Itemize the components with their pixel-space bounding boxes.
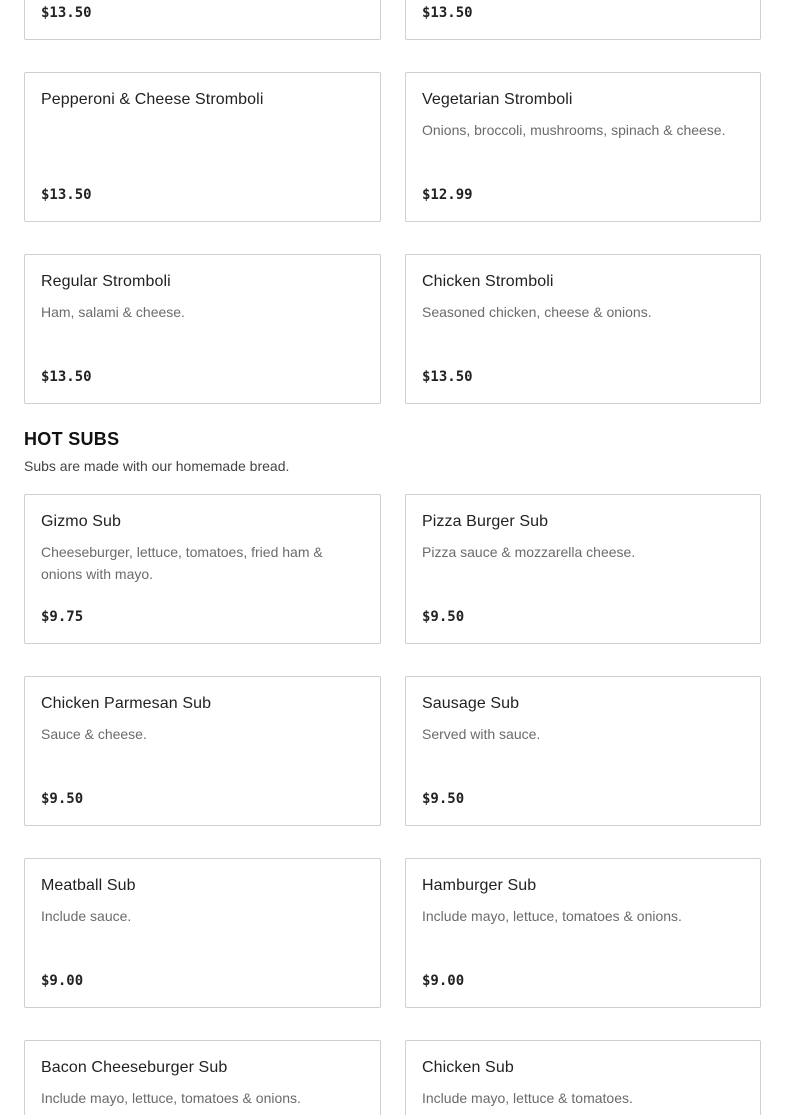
item-name: Hamburger Sub	[422, 877, 537, 894]
item-price: $13.50	[41, 187, 92, 203]
item-price: $9.50	[41, 791, 84, 807]
item-price: $12.99	[422, 187, 473, 203]
item-description: Seasoned chicken, cheese & onions.	[422, 304, 652, 320]
item-price: $9.50	[422, 609, 465, 625]
item-description: Ham, salami & cheese.	[41, 304, 185, 320]
item-price: $9.75	[41, 609, 84, 625]
item-price: $9.00	[41, 973, 84, 989]
section-title: HOT SUBS	[24, 429, 120, 449]
item-description: Served with sauce.	[422, 726, 541, 742]
menu-item-card[interactable]	[405, 676, 761, 826]
item-description: Cheeseburger, lettuce, tomatoes, fried ham & onions with mayo.	[41, 544, 323, 582]
item-name: Regular Stromboli	[41, 273, 171, 290]
menu-item-card[interactable]	[24, 676, 381, 826]
item-description: Include mayo, lettuce & tomatoes.	[422, 1090, 633, 1106]
item-name: Meatball Sub	[41, 877, 136, 894]
item-name: Bacon Cheeseburger Sub	[41, 1059, 228, 1076]
item-description: Sauce & cheese.	[41, 726, 147, 742]
item-name: Pizza Burger Sub	[422, 513, 549, 530]
item-description: Onions, broccoli, mushrooms, spinach & cheese.	[422, 122, 726, 138]
item-price: $13.50	[422, 369, 473, 385]
item-name: Gizmo Sub	[41, 513, 122, 530]
menu-item-card[interactable]	[405, 254, 761, 404]
item-name: Chicken Parmesan Sub	[41, 695, 212, 712]
item-name: Pepperoni & Cheese Stromboli	[41, 91, 264, 108]
section-subtitle: Subs are made with our homemade bread.	[24, 458, 290, 474]
item-name: Chicken Sub	[422, 1059, 514, 1076]
item-price: $9.50	[422, 791, 465, 807]
item-price: $13.50	[41, 5, 92, 21]
menu-item-card[interactable]	[405, 72, 761, 222]
menu-item-card[interactable]	[405, 0, 761, 40]
menu-item-card[interactable]	[405, 494, 761, 644]
item-price: $9.00	[422, 973, 465, 989]
item-description: Include mayo, lettuce, tomatoes & onions.	[41, 1090, 301, 1106]
menu-item-card[interactable]	[405, 858, 761, 1008]
menu-item-card[interactable]	[24, 1040, 381, 1115]
item-description: Pizza sauce & mozzarella cheese.	[422, 544, 636, 560]
item-name: Sausage Sub	[422, 695, 520, 712]
item-price: $13.50	[41, 369, 92, 385]
item-name: Vegetarian Stromboli	[422, 91, 573, 108]
item-description: Include mayo, lettuce, tomatoes & onions.	[422, 908, 682, 924]
menu-item-card[interactable]	[24, 494, 381, 644]
menu-item-card[interactable]	[24, 72, 381, 222]
menu-item-card[interactable]	[24, 858, 381, 1008]
item-price: $13.50	[422, 5, 473, 21]
item-name: Chicken Stromboli	[422, 273, 554, 290]
menu-item-card[interactable]	[24, 0, 381, 40]
menu-item-card[interactable]	[24, 254, 381, 404]
menu-item-card[interactable]	[405, 1040, 761, 1115]
item-description: Include sauce.	[41, 908, 132, 924]
